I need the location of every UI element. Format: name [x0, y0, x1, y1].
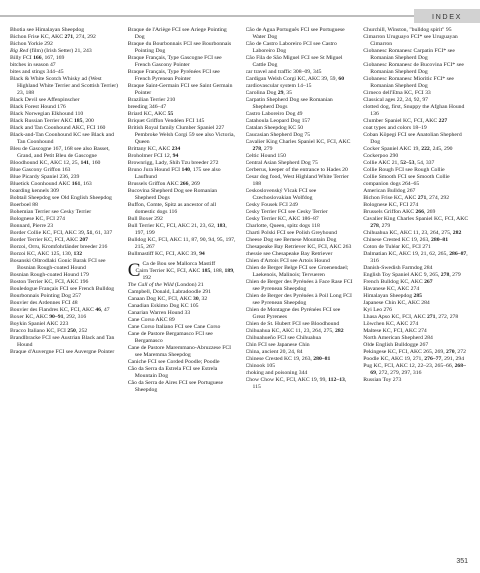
index-entry: choking and poisoning 344: [245, 370, 308, 376]
index-entry: British Royal family Clumber Spaniel 227 Pembroke Welsh Corgi 59 see also Victoria, Queen: [127, 125, 235, 145]
index-entry: Border Terrier KC, FCI, AKC 207: [10, 237, 89, 243]
index-entry: Cavalier King Charles Spaniel KC, FCI, AKC 278, 279: [245, 139, 351, 152]
index-column-4: [363, 27, 472, 555]
index-entry: The Call of the Wild (London) 21: [127, 282, 204, 288]
index-entry: Cão de Castro Laboreiro FCI see Castro Laboreiro Dog: [245, 41, 337, 54]
index-entry: Cesky Terrier KC, AKC 186–87: [245, 216, 319, 222]
index-entry: Black and Tan Coonhound AKC, FCI 160: [10, 125, 106, 131]
index-entry: Catahoula Leopard Dog 157: [245, 118, 311, 124]
index-entry: Big Red (film) (Irish Setter) 21, 243: [10, 48, 92, 54]
index-entry: Boston Terrier KC, FCI, AKC 196: [10, 279, 89, 285]
index-entry: Buffon, Comte, Spitz as ancestor of all domestic dogs 116: [127, 202, 217, 215]
index-entry: Bullmastiff KC, FCI, AKC 39, 94: [127, 251, 205, 257]
index-entry: Black & White Scotch Whisky ad (West Highland White Terrier and Scottish Terrier) 23, 188: [10, 76, 119, 96]
index-entry: Cane de Pastore Bergamasco FCI see Bergamasco: [127, 331, 213, 344]
index-entry: Danish-Swedish Farmdog 284: [363, 265, 433, 271]
index-entry: Chihuahua KC, AKC 11, 23, 264, 275, 282: [363, 230, 462, 236]
index-entry: Coton de Tuléar KC, FCI 271: [363, 244, 431, 250]
index-entry: bites and stings 344–45: [10, 69, 64, 75]
index-entry: Caniche FCI see Corded Poodle; Poodle: [127, 359, 220, 365]
index-entry: Collie Smooth FCI see Smooth Collie: [363, 174, 450, 180]
index-entry: Löwchen KC, AKC 274: [363, 321, 419, 327]
index-entry: cardiovascular system 14–15: [245, 83, 312, 89]
index-entry: boarding kennels 309: [10, 188, 59, 194]
index-entry: Brussels Griffon AKC 266, 269: [363, 209, 436, 215]
index-entry: Himalayan Sheepdog 285: [363, 293, 423, 299]
index-entry: Chien de Berger Belge FCI see Groenendael; Laekenois, Malinois; Tervueren: [245, 265, 349, 278]
index-entry: Chihuahua KC, AKC 11, 23, 264, 275, 282: [245, 328, 344, 334]
index-entry: Poodle KC, AKC 19, 271, 276–77, 291, 294: [363, 356, 465, 362]
index-entry: Blue Gascony Griffon 163: [10, 167, 71, 173]
index-entry: Cairn Terrier KC, FCI, AKC 185, 188, 189, 192: [135, 268, 235, 281]
index-entry: Caucasian Shepherd Dog 75: [245, 132, 311, 138]
index-entry: Broholmer FCI 12, 94: [127, 153, 179, 159]
index-column-2: [128, 27, 237, 555]
index-entry: Coban Köpegi FCI see Anatolian Shepherd Dog: [363, 132, 462, 145]
index-entry: Cão da Serra da Estrela FCI see Estrela Mountain Dog: [127, 366, 218, 379]
index-entry: Chesapeake Bay Retriever KC, FCI, AKC 263: [245, 244, 352, 250]
index-entry: Bleu de Gascogne 167, 168 see also Basset, Grand, and Petit Bleu de Gascogne: [10, 146, 110, 159]
index-entry: Bosnian Rough-coated Hound 179: [10, 272, 89, 278]
index-entry: Chihuahueño FCI see Chihuahua: [245, 335, 321, 341]
index-entry: Cirneco dell'Etna KC, FCI 33: [363, 90, 431, 96]
index-entry: Central Asian Shepherd Dog 75: [245, 160, 318, 166]
index-entry: Charlotte, Queen, spitz dogs 118: [245, 223, 320, 229]
index-entry: Borzoi KC, AKC 125, 130, 132: [10, 251, 83, 257]
index-entry: Bluetick Coonhound AKC 161, 163: [10, 181, 92, 187]
index-entry: Brussels Griffon AKC 266, 269: [127, 181, 200, 187]
index-entry: Borzoi, Orru, Kromfohrländer breeder 216: [10, 244, 108, 250]
index-entry: Brazilian Terrier 210: [127, 97, 176, 103]
running-header: [0, 0, 480, 30]
index-entry: coat types and colors 18–19: [363, 125, 427, 131]
index-entry: Canarian Warren Hound 33: [127, 310, 191, 316]
index-entry: Bolognese KC, FCI 274: [363, 202, 419, 208]
index-entry: Bloodhound KC, AKC 12, 25, 141, 160: [10, 160, 101, 166]
index-entry: Braque de l'Ariège FCI see Ariege Pointing Dog: [127, 27, 227, 40]
index-entry: Black-and-Tan Coonhound KC see Black and Tan Coonhound: [10, 132, 115, 145]
index-entry: Ciobanesc Romanesc Mioritic FCI* see Romanian Shepherd Dog: [363, 76, 454, 89]
index-entry: Braque Français, Type Pyrénées FCI see French Pyrenean Pointer: [127, 69, 220, 82]
index-entry: Kyi Leo 276: [363, 307, 392, 313]
index-entry: Bichon Yorkie 292: [10, 41, 53, 47]
index-entry: English Toy Spaniel AKC 9, 265, 278, 279: [363, 272, 461, 278]
section-letter: C: [127, 260, 141, 281]
index-entry: Catalan Sheepdog KC 50: [245, 125, 304, 131]
index-entry: Black Norwegian Elkhound 110: [10, 111, 84, 117]
index-entry: Chien de St. Hubert FCI see Bloodhound: [245, 321, 340, 327]
page-number: 351: [456, 558, 468, 565]
index-entry: Briquet Griffon Vendéen FCI 145: [127, 118, 205, 124]
index-entry: Russian Toy 273: [363, 377, 402, 383]
index-entry: bitches in season 47: [10, 62, 56, 68]
index-entry: Bourbonnais Pointing Dog 257: [10, 293, 81, 299]
index-entry: Chien d'Artois FCI see Artois Hound: [245, 258, 330, 264]
index-entry: Cesky Fousek FCI 249: [245, 202, 298, 208]
index-entry: Black Russian Terrier AKC 185, 200: [10, 118, 94, 124]
index-entry: Japanese Chin KC, AKC 284: [363, 300, 430, 306]
index-entry: car travel and traffic 308–09, 345: [245, 69, 322, 75]
index-entry: Braque Français, Type Gascogne FCI see French Gascony Pointer: [127, 55, 222, 68]
index-entry: Cimarron Uruguayo FCI* see Uruguayan Cimarron: [363, 34, 458, 47]
index-entry: Bichon Frise KC, AKC 271, 274, 292: [10, 34, 96, 40]
section-tab: INDEX: [414, 9, 480, 23]
index-entry: clotted dog, first, Snuppy the Afghan Hound 136: [363, 104, 465, 117]
index-entry: Chien de Montagne des Pyrénées FCI see Great Pyrenees: [245, 307, 341, 320]
index-entry: Churchill, Winston, "bulldog spirit" 95: [363, 27, 452, 33]
index-entry: Braque du Bourbonnais FCI see Bourbonnais Pointing Dog: [127, 41, 232, 54]
index-entry: Collie Rough FCI see Rough Collie: [363, 167, 445, 173]
index-entry: Border Collie KC, FCI, AKC 39, 51, 61, 337: [10, 230, 113, 236]
index-entry: Briard KC, AKC 55: [127, 111, 174, 117]
index-entry: Bhotia see Himalayan Sheepdog: [10, 27, 85, 33]
index-columns: [10, 27, 472, 555]
index-entry: Cesar dog food, West Highland White Terrier 188: [245, 174, 349, 187]
index-entry: Cesky Terrier FCI see Cesky Terrier: [245, 209, 328, 215]
index-entry: Bobtail Sheepdog see Old English Sheepdog: [10, 195, 112, 201]
index-entry: Maltese KC, FCI, AKC 274: [363, 328, 427, 334]
index-entry: Olde English Bulldogge 267: [363, 342, 429, 348]
index-entry: Cão da Serra de Aires FCI see Portuguese Sheepdog: [127, 380, 223, 393]
index-entry: Chien de Berger des Pyrénées à Poil Long FCI see Pyrenean Sheepdog: [245, 293, 352, 306]
index-entry: Cane de Pastore Maremmano-Abruzzese FCI see Maremma Sheepdog: [127, 345, 232, 358]
index-entry: Bull Terrier KC, FCI, AKC 21, 23, 62, 183, 197, 199: [127, 223, 227, 236]
index-entry: Chinook 105: [245, 363, 276, 369]
index-entry: companion dogs 264–65: [363, 181, 420, 187]
index-entry: Clumber Spaniel KC, FCI, AKC 227: [363, 118, 448, 124]
index-entry: Cheese Dog see Bernese Mountain Dog: [245, 237, 337, 243]
index-entry: Havanese KC, AKC 274: [363, 286, 420, 292]
index-column-1: [10, 27, 119, 555]
index-entry: Bull Boxer 292: [127, 216, 163, 222]
index-column-3: [246, 27, 355, 555]
index-entry: Cane Corso Italiano FCI see Cane Corso: [127, 324, 221, 330]
index-entry: China, ancient 20, 24, 84: [245, 349, 303, 355]
index-entry: Cavalier King Charles Spaniel KC, FCI, AKC 278, 279: [363, 216, 469, 229]
index-entry: Bracco Italiano KC, FCI 250, 252: [10, 328, 88, 334]
index-entry: Bohemian Terrier see Cesky Terrier: [10, 209, 92, 215]
index-entry: Lhasa Apso KC, FCI, AKC 271, 272, 278: [363, 314, 459, 320]
index-entry: Bonnard, Pierre 23: [10, 223, 54, 229]
index-entry: Cão de Agua Português FCI see Portuguese Water Dog: [245, 27, 345, 40]
index-entry: Cane Corso AKC 89: [127, 317, 175, 323]
index-entry: Boxer KC, AKC 90–91, 292, 316: [10, 314, 87, 320]
index-entry: Boerboel 88: [10, 202, 38, 208]
index-entry: Cockerpoo 290: [363, 153, 399, 159]
index-entry: Charti Polski FCI see Polish Greyhound: [245, 230, 337, 236]
index-entry: Cocker Spaniel AKC 19, 222, 245, 290: [363, 146, 453, 152]
index-entry: Black Forest Hound 176: [10, 104, 66, 110]
index-entry: Castro Laboreiro Dog 49: [245, 111, 303, 117]
index-entry: Braque d'Auvergne FCI see Auvergne Pointer: [10, 349, 115, 355]
index-entry: Boykin Spaniel AKC 223: [10, 321, 69, 327]
index-entry: American Bulldog 267: [363, 188, 416, 194]
index-entry: Chinese Crested KC 19, 263, 280–81: [363, 237, 449, 243]
index-entry: Bichon Frise KC, AKC 271, 274, 292: [363, 195, 450, 201]
index-entry: Bruno Jura Hound FCI 140, 175 see also Laufhund: [127, 167, 221, 180]
index-entry: C Ca de Bou see Mallorca Mastiff: [127, 260, 216, 281]
index-entry: Canaan Dog KC, FCI, AKC 30, 32: [127, 296, 208, 302]
index-entry: Pug KC, FCI, AKC 12, 22–23, 265–66, 268–69, 272, 279, 297, 316: [363, 363, 466, 376]
index-entry: Black Devil see Affenpinscher: [10, 97, 80, 103]
index-entry: Brownrigg, Lady, Shih Tzu breeder 272: [127, 160, 219, 166]
index-entry: Brittany KC, AKC 234: [127, 146, 181, 152]
index-entry: Dalmatian KC, AKC 19, 21, 62, 265, 286–87, 316: [363, 251, 468, 264]
index-entry: North American Shepherd 284: [363, 335, 433, 341]
index-entry: Bulldog KC, FCI, AKC 11, 87, 90, 94, 95, 197, 215, 267: [127, 237, 236, 250]
index-entry: Canadian Eskimo Dog KC 105: [127, 303, 199, 309]
index-entry: Bosanski Oštrodlaki Gonic Barak FCI see Bosnian Rough-coated Hound: [10, 258, 106, 271]
index-entry: Braque Saint-Germain FCI see Saint Germain Pointer: [127, 83, 233, 96]
index-entry: French Bulldog KC, AKC 267: [363, 279, 433, 285]
index-entry: Classical ages 22, 24, 92, 97: [363, 97, 429, 103]
index-entry: Chinese Crested KC 19, 263, 280–81: [245, 356, 331, 362]
index-entry: Bolognese KC, FCI 274: [10, 216, 65, 222]
index-entry: Billy FCI 166, 167, 169: [10, 55, 65, 61]
index-entry: chessie see Chesapeake Bay Retriever: [245, 251, 333, 257]
index-entry: Carpatin Shepherd Dog see Romanian Shepherd Dogs: [245, 97, 333, 110]
index-entry: Collie AKC 21, 52–53, 54, 337: [363, 160, 435, 166]
index-entry: Celtic Hound 150: [245, 153, 286, 159]
index-entry: Bouledogue Français FCI see French Bulldog: [10, 286, 115, 292]
index-entry: Pekingese KC, FCI, AKC 265, 269, 270, 272: [363, 349, 466, 355]
index-entry: Brandlbracke FCI see Austrian Black and Tan Hound: [10, 335, 115, 348]
index-entry: Ceskoslovenský Vlcak FCI see Czechoslovakian Wolfdog: [245, 188, 317, 201]
header-rule: [0, 15, 480, 17]
index-entry: Bucovina Shepherd Dog see Romanian Shepherd Dogs: [127, 188, 218, 201]
index-entry: Cardigan Welsh Corgi KC, AKC 39, 59, 60: [245, 76, 345, 82]
index-entry: Bouvier des Ardennes FCI 48: [10, 300, 78, 306]
index-entry: Chien de Berger des Pyrénées à Face Rase FCI see Pyrenean Sheepdog: [245, 279, 353, 292]
index-entry: Blue Picardy Spaniel 236, 239: [10, 174, 80, 180]
index-entry: Carolina Dog 29, 35: [245, 90, 292, 96]
index-entry: Campbell, Donald, Labradoodle 291: [127, 289, 211, 295]
index-entry: Ciobanesc Romanesc de Bucovina FCI* see Romanian Shepherd Dog: [363, 62, 464, 75]
index-entry: Bouvier des Flandres KC, FCI, AKC 46, 47: [10, 307, 110, 313]
index-entry: breeding 346–47: [127, 104, 167, 110]
index-entry: Cerberus, keeper of the entrance to Hades 20: [245, 167, 348, 173]
index-entry: Chin FCI see Japanese Chin: [245, 342, 310, 348]
index-entry: Cão Fila de São Miguel FCI see St Miguel Cattle Dog: [245, 55, 343, 68]
index-entry: Ciobanesc Romanesc Carpatin FCI* see Romanian Shepherd Dog: [363, 48, 455, 61]
index-entry: Chow Chow KC, FCI, AKC 19, 99, 112–13, 115: [245, 377, 347, 390]
